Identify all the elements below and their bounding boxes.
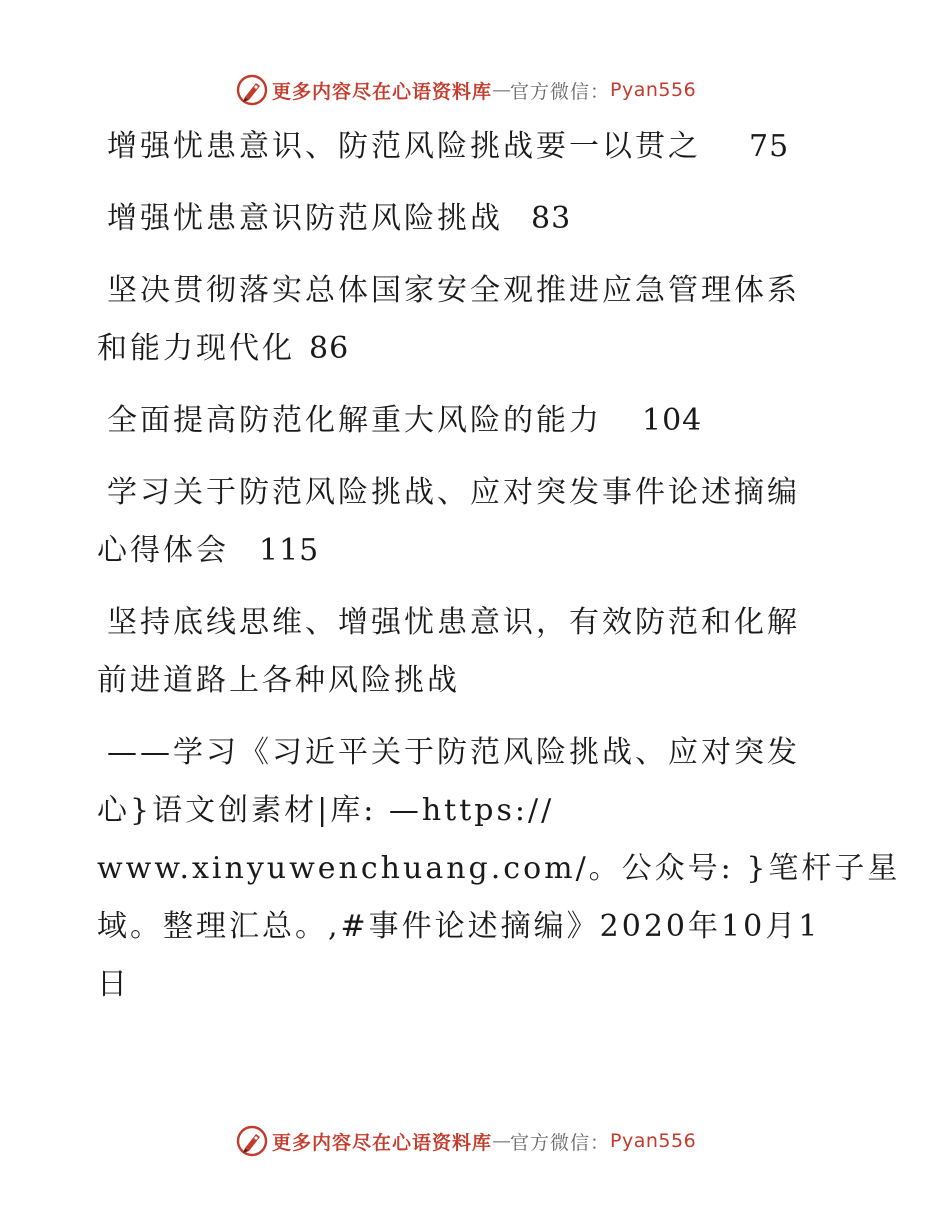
toc-entry-title: 全面提高防范化解重大风险的能力 xyxy=(107,403,602,438)
toc-page-number: 83 xyxy=(531,201,572,236)
watermark-wechat-id: Pyan556 xyxy=(610,1130,697,1152)
watermark-site-name: 更多内容尽在心语资料库 xyxy=(272,1131,493,1154)
toc-page-number: 104 xyxy=(642,403,703,438)
toc-entry xyxy=(97,118,827,176)
watermark-wechat-id: Pyan556 xyxy=(610,79,697,101)
toc-entry xyxy=(97,464,827,522)
article-subtitle-line: 日 xyxy=(97,967,130,1002)
watermark-wechat-label: 官方微信： xyxy=(510,1131,611,1154)
toc-entry-title: 增强忧患意识、防范风险挑战要一以贯之 xyxy=(107,129,701,164)
article-title-line: 前进道路上各种风险挑战 xyxy=(97,663,460,698)
watermark-footer xyxy=(236,1124,696,1158)
document-body xyxy=(97,118,901,1014)
article-subtitle-line: www.xinyuwenchuang.com/。公众号: }笔杆子星 xyxy=(97,851,901,886)
toc-entry xyxy=(97,190,827,248)
article-subtitle-line: 心}语文创素材|库: —https:// xyxy=(97,793,555,828)
toc-entry-title: 和能力现代化 xyxy=(97,331,295,366)
toc-entry-continued xyxy=(97,320,827,378)
toc-entry-title: 心得体会 xyxy=(97,533,229,568)
watermark-wechat-label: 官方微信： xyxy=(510,80,611,103)
watermark-dash: — xyxy=(492,79,511,101)
toc-entry xyxy=(97,392,827,450)
toc-entry-title: 增强忧患意识防范风险挑战 xyxy=(107,201,503,236)
toc-entry-title: 学习关于防范风险挑战、应对突发事件论述摘编 xyxy=(107,475,800,510)
toc-entry-continued xyxy=(97,522,827,580)
toc-entry xyxy=(97,262,827,320)
watermark-header xyxy=(236,73,696,107)
watermark-dash: — xyxy=(492,1130,511,1152)
article-subtitle-line: 域。整理汇总。,#事件论述摘编》2020年10月1 xyxy=(97,909,821,944)
toc-page-number: 75 xyxy=(749,129,790,164)
watermark-site-name: 更多内容尽在心语资料库 xyxy=(272,80,493,103)
toc-entry-title: 坚决贯彻落实总体国家安全观推进应急管理体系 xyxy=(107,273,800,308)
article-title-line: 坚持底线思维、增强忧患意识，有效防范和化解 xyxy=(107,605,800,640)
article-subtitle-line: ——学习《习近平关于防范风险挑战、应对突发 xyxy=(107,735,800,770)
pen-logo-icon xyxy=(236,1125,268,1157)
toc-page-number: 115 xyxy=(259,533,320,568)
toc-page-number: 86 xyxy=(309,331,350,366)
pen-logo-icon xyxy=(236,74,268,106)
